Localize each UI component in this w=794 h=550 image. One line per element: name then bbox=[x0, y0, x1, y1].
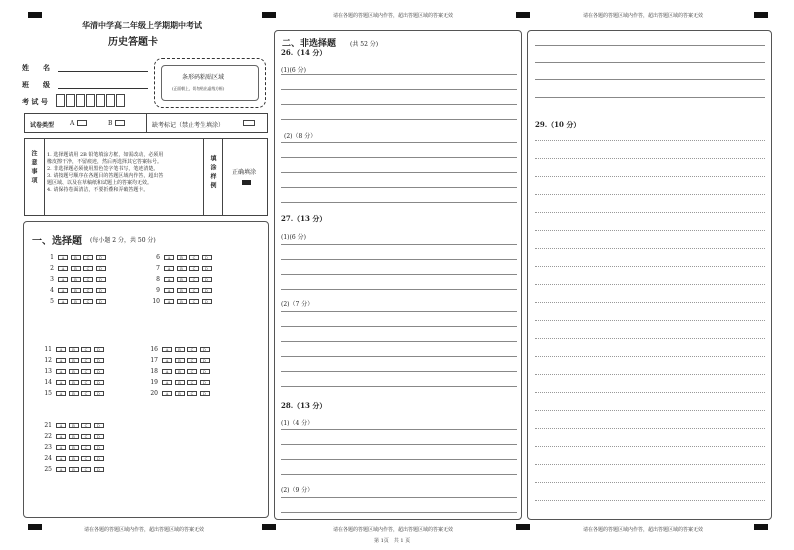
answer-line[interactable] bbox=[281, 244, 517, 245]
answer-line[interactable] bbox=[281, 187, 517, 188]
mcq-question-number: 12 bbox=[44, 357, 52, 364]
mcq-option-box[interactable]: C bbox=[81, 347, 91, 352]
mcq-question-number: 22 bbox=[44, 433, 52, 440]
answer-line[interactable] bbox=[535, 446, 765, 447]
mcq-option-box[interactable]: B bbox=[175, 347, 185, 352]
mcq-question-row bbox=[38, 357, 106, 364]
nonmcq-subtitle: (共 52 分) bbox=[350, 41, 379, 48]
mcq-option-box[interactable]: A bbox=[56, 358, 66, 363]
registration-mark bbox=[28, 12, 42, 18]
mcq-option-box[interactable]: D bbox=[200, 391, 210, 396]
mcq-option-box[interactable]: A bbox=[164, 288, 174, 293]
answer-line[interactable] bbox=[281, 497, 517, 498]
mcq-option-box[interactable]: B bbox=[69, 467, 79, 472]
mcq-question-number: 5 bbox=[50, 298, 54, 305]
mcq-option-box[interactable]: B bbox=[175, 358, 185, 363]
q28-part2-label: (2)（9 分） bbox=[281, 487, 314, 494]
mcq-title: 一、选择题 bbox=[32, 236, 82, 247]
mcq-option-box[interactable]: C bbox=[189, 255, 199, 260]
answer-line[interactable] bbox=[281, 474, 517, 475]
mcq-option-box[interactable]: D bbox=[94, 423, 104, 428]
exam-title: 华清中学高二年级上学期期中考试 bbox=[82, 20, 202, 30]
mcq-option-box[interactable]: A bbox=[164, 277, 174, 282]
mcq-option-box[interactable]: D bbox=[94, 358, 104, 363]
answer-line[interactable] bbox=[281, 371, 517, 372]
answer-line[interactable] bbox=[535, 194, 765, 195]
mcq-option-box[interactable]: C bbox=[189, 299, 199, 304]
mcq-question-row bbox=[38, 455, 106, 462]
mcq-question-number: 7 bbox=[156, 265, 160, 272]
mcq-option-box[interactable]: C bbox=[81, 358, 91, 363]
mcq-option-box[interactable]: D bbox=[96, 255, 106, 260]
barcode-title: 条形码粘贴区域 bbox=[182, 74, 225, 81]
notice-line: 题区域、以及在草稿纸和试题上的答案均无效。 bbox=[47, 180, 153, 186]
mcq-option-box[interactable]: A bbox=[58, 288, 68, 293]
mcq-option-box[interactable]: B bbox=[175, 380, 185, 385]
mcq-option-box[interactable]: D bbox=[94, 391, 104, 396]
mcq-question-row bbox=[146, 287, 214, 294]
answer-line[interactable] bbox=[535, 500, 765, 501]
mcq-question-row bbox=[38, 433, 106, 440]
fill-divider-left bbox=[203, 138, 204, 216]
fill-sample-mark bbox=[242, 180, 251, 185]
registration-mark bbox=[262, 524, 276, 530]
mcq-option-box[interactable]: A bbox=[58, 266, 68, 271]
answer-line[interactable] bbox=[535, 45, 765, 46]
mcq-question-number: 14 bbox=[44, 379, 52, 386]
answer-line[interactable] bbox=[281, 172, 517, 173]
answer-line[interactable] bbox=[535, 464, 765, 465]
notice-line: 3. 请按题号顺序在各题目的答题区域内作答，超出答 bbox=[47, 173, 164, 179]
mcq-option-box[interactable]: B bbox=[69, 369, 79, 374]
mcq-question-number: 4 bbox=[50, 287, 54, 294]
answer-line[interactable] bbox=[281, 326, 517, 327]
mcq-option-box[interactable]: A bbox=[56, 434, 66, 439]
mcq-option-box[interactable]: A bbox=[58, 299, 68, 304]
mcq-option-box[interactable]: A bbox=[162, 391, 172, 396]
answer-line[interactable] bbox=[535, 62, 765, 63]
margin-notice-bottom-left: 请在各题的答题区域内作答，超出答题区域的答案无效 bbox=[84, 527, 205, 533]
mcq-option-box[interactable]: C bbox=[83, 288, 93, 293]
mcq-question-number: 3 bbox=[50, 276, 54, 283]
mcq-option-box[interactable]: C bbox=[83, 255, 93, 260]
mcq-option-box[interactable]: D bbox=[94, 369, 104, 374]
mcq-subtitle: (每小题 2 分，共 50 分) bbox=[90, 237, 156, 244]
mcq-option-box[interactable]: C bbox=[81, 369, 91, 374]
mcq-option-box[interactable]: B bbox=[71, 288, 81, 293]
mcq-option-box[interactable]: B bbox=[69, 358, 79, 363]
mcq-option-box[interactable]: D bbox=[202, 299, 212, 304]
mcq-question-row bbox=[144, 390, 212, 397]
mcq-option-box[interactable]: B bbox=[69, 391, 79, 396]
mcq-option-box[interactable]: C bbox=[189, 277, 199, 282]
card-title: 历史答题卡 bbox=[108, 37, 158, 48]
mcq-option-box[interactable]: D bbox=[200, 358, 210, 363]
mcq-option-box[interactable]: B bbox=[177, 266, 187, 271]
notice-title-divider bbox=[44, 138, 45, 216]
answer-line[interactable] bbox=[281, 74, 517, 75]
mcq-question-number: 9 bbox=[156, 287, 160, 294]
absent-label: 缺考标记（禁止考生填涂） bbox=[152, 122, 225, 129]
registration-mark bbox=[754, 12, 768, 18]
mcq-option-box[interactable]: A bbox=[58, 277, 68, 282]
answer-line[interactable] bbox=[535, 302, 765, 303]
page-number: 第 1页 共 1 页 bbox=[374, 538, 411, 544]
mcq-question-row bbox=[38, 466, 106, 473]
answer-line[interactable] bbox=[281, 89, 517, 90]
answer-line[interactable] bbox=[281, 142, 517, 143]
mcq-option-box[interactable]: B bbox=[69, 456, 79, 461]
mcq-question-row bbox=[40, 276, 108, 283]
barcode-hint: (正面朝上，切勿贴出虚线方框) bbox=[172, 86, 225, 91]
answer-line[interactable] bbox=[281, 429, 517, 430]
mcq-option-box[interactable]: A bbox=[56, 391, 66, 396]
mcq-option-box[interactable]: D bbox=[202, 266, 212, 271]
answer-line[interactable] bbox=[535, 158, 765, 159]
q27-part2-label: (2)（7 分） bbox=[281, 301, 314, 308]
mcq-question-row bbox=[38, 346, 106, 353]
mcq-option-box[interactable]: D bbox=[96, 288, 106, 293]
answer-line[interactable] bbox=[535, 176, 765, 177]
mcq-option-box[interactable]: B bbox=[71, 255, 81, 260]
mcq-question-number: 18 bbox=[150, 368, 158, 375]
answer-line[interactable] bbox=[535, 230, 765, 231]
mcq-option-box[interactable]: B bbox=[71, 299, 81, 304]
mcq-option-box[interactable]: B bbox=[69, 445, 79, 450]
answer-line[interactable] bbox=[281, 386, 517, 387]
mcq-option-box[interactable]: A bbox=[162, 358, 172, 363]
mcq-option-box[interactable]: D bbox=[94, 445, 104, 450]
mcq-question-number: 10 bbox=[152, 298, 160, 305]
mcq-option-box[interactable]: D bbox=[94, 347, 104, 352]
mcq-question-row bbox=[144, 379, 212, 386]
mcq-option-box[interactable]: D bbox=[200, 369, 210, 374]
q29-label: 29.（10 分） bbox=[535, 120, 581, 129]
mcq-option-box[interactable]: B bbox=[71, 277, 81, 282]
mcq-option-box[interactable]: B bbox=[177, 255, 187, 260]
registration-mark bbox=[262, 12, 276, 18]
mcq-question-number: 25 bbox=[44, 466, 52, 473]
mcq-option-box[interactable]: A bbox=[56, 423, 66, 428]
mcq-option-box[interactable]: C bbox=[81, 456, 91, 461]
registration-mark bbox=[516, 12, 530, 18]
mcq-question-number: 13 bbox=[44, 368, 52, 375]
name-field[interactable] bbox=[58, 71, 148, 72]
answer-line[interactable] bbox=[535, 284, 765, 285]
answer-line[interactable] bbox=[281, 341, 517, 342]
answer-line[interactable] bbox=[281, 289, 517, 290]
mcq-question-row bbox=[146, 276, 214, 283]
mcq-option-box[interactable]: D bbox=[202, 255, 212, 260]
answer-line[interactable] bbox=[535, 248, 765, 249]
answer-line[interactable] bbox=[535, 482, 765, 483]
notice-line: 2. 非选择题必须使用黑色签字笔书写，笔迹清楚。 bbox=[47, 166, 159, 172]
answer-line[interactable] bbox=[535, 266, 765, 267]
answer-line[interactable] bbox=[535, 410, 765, 411]
mcq-option-box[interactable]: A bbox=[164, 299, 174, 304]
paper-type-a-label: A bbox=[70, 120, 75, 127]
mcq-question-number: 2 bbox=[50, 265, 54, 272]
mcq-question-row bbox=[146, 298, 214, 305]
nonmcq-title: 二、非选择题 bbox=[282, 39, 337, 49]
notice-title: 注意事项 bbox=[30, 150, 37, 186]
mcq-question-row bbox=[144, 346, 212, 353]
margin-notice-top-right: 请在各题的答题区域内作答，超出答题区域的答案无效 bbox=[583, 13, 704, 19]
class-label: 班 级 bbox=[22, 80, 50, 89]
margin-notice-top-center: 请在各题的答题区域内作答，超出答题区域的答案无效 bbox=[333, 13, 454, 19]
mcq-question-row bbox=[144, 357, 212, 364]
exam-no-boxes[interactable] bbox=[56, 94, 126, 107]
mcq-option-box[interactable]: A bbox=[164, 266, 174, 271]
mcq-option-box[interactable]: B bbox=[177, 288, 187, 293]
mcq-option-box[interactable]: D bbox=[200, 380, 210, 385]
mcq-option-box[interactable]: A bbox=[56, 467, 66, 472]
mcq-option-box[interactable]: C bbox=[187, 347, 197, 352]
mcq-question-number: 16 bbox=[150, 346, 158, 353]
mcq-question-number: 19 bbox=[150, 379, 158, 386]
mcq-question-row bbox=[40, 254, 108, 261]
answer-line[interactable] bbox=[535, 320, 765, 321]
absent-box[interactable] bbox=[243, 120, 255, 126]
mcq-option-box[interactable]: C bbox=[187, 391, 197, 396]
answer-line[interactable] bbox=[535, 97, 765, 98]
paper-type-a-box[interactable] bbox=[77, 120, 87, 126]
mcq-question-row bbox=[146, 265, 214, 272]
mcq-option-box[interactable]: A bbox=[56, 380, 66, 385]
q27-label: 27.（13 分） bbox=[281, 214, 327, 223]
mcq-option-box[interactable]: D bbox=[94, 380, 104, 385]
mcq-option-box[interactable]: C bbox=[83, 266, 93, 271]
mcq-option-box[interactable]: B bbox=[69, 380, 79, 385]
mcq-option-box[interactable]: D bbox=[202, 288, 212, 293]
mcq-option-box[interactable]: B bbox=[69, 347, 79, 352]
q26-part2-label: (2)（8 分） bbox=[284, 133, 317, 140]
mcq-option-box[interactable]: C bbox=[189, 288, 199, 293]
mcq-question-row bbox=[146, 254, 214, 261]
mcq-question-row bbox=[40, 265, 108, 272]
answer-line[interactable] bbox=[535, 140, 765, 141]
q26-label: 26.（14 分） bbox=[281, 48, 327, 57]
answer-line[interactable] bbox=[281, 119, 517, 120]
mcq-option-box[interactable]: A bbox=[164, 255, 174, 260]
registration-mark bbox=[28, 524, 42, 530]
mcq-question-number: 8 bbox=[156, 276, 160, 283]
exam-no-label: 考 试 号 bbox=[22, 97, 48, 106]
answer-line[interactable] bbox=[281, 356, 517, 357]
mcq-option-box[interactable]: D bbox=[94, 467, 104, 472]
mcq-option-box[interactable]: B bbox=[175, 391, 185, 396]
mcq-question-number: 1 bbox=[50, 254, 54, 261]
q28-part1-label: (1)（4 分） bbox=[281, 420, 314, 427]
mcq-option-box[interactable]: C bbox=[187, 358, 197, 363]
mcq-option-box[interactable]: D bbox=[94, 434, 104, 439]
mcq-option-box[interactable]: C bbox=[187, 369, 197, 374]
registration-mark bbox=[754, 524, 768, 530]
mcq-question-row bbox=[144, 368, 212, 375]
mcq-option-box[interactable]: A bbox=[162, 369, 172, 374]
q28-label: 28.（13 分） bbox=[281, 401, 327, 410]
mcq-option-box[interactable]: C bbox=[83, 277, 93, 282]
mcq-option-box[interactable]: B bbox=[69, 423, 79, 428]
q26-part1-label: (1)(6 分) bbox=[281, 67, 306, 74]
mcq-option-box[interactable]: C bbox=[81, 467, 91, 472]
mcq-option-box[interactable]: A bbox=[56, 445, 66, 450]
mcq-question-number: 23 bbox=[44, 444, 52, 451]
mcq-option-box[interactable]: B bbox=[177, 299, 187, 304]
barcode-area-inner bbox=[161, 65, 259, 101]
answer-line[interactable] bbox=[535, 212, 765, 213]
mcq-option-box[interactable]: B bbox=[177, 277, 187, 282]
mcq-option-box[interactable]: B bbox=[71, 266, 81, 271]
class-field[interactable] bbox=[58, 88, 148, 89]
answer-line[interactable] bbox=[535, 79, 765, 80]
mcq-question-row bbox=[38, 379, 106, 386]
mcq-option-box[interactable]: A bbox=[56, 456, 66, 461]
paper-type-label: 试卷类型 bbox=[30, 122, 55, 129]
notice-text bbox=[47, 152, 163, 194]
mcq-option-box[interactable]: C bbox=[81, 380, 91, 385]
mcq-option-box[interactable]: D bbox=[96, 299, 106, 304]
mcq-question-number: 6 bbox=[156, 254, 160, 261]
mcq-option-box[interactable]: A bbox=[162, 380, 172, 385]
mcq-question-number: 20 bbox=[150, 390, 158, 397]
mcq-option-box[interactable]: C bbox=[83, 299, 93, 304]
notice-line: 4. 请保持卷面清洁，不要折叠和弄破答题卡。 bbox=[47, 187, 149, 193]
mcq-option-box[interactable]: C bbox=[189, 266, 199, 271]
answer-line[interactable] bbox=[281, 202, 517, 203]
mcq-option-box[interactable]: D bbox=[202, 277, 212, 282]
fill-correct-label: 正确填涂 bbox=[232, 169, 257, 176]
name-label: 姓 名 bbox=[22, 63, 50, 72]
mcq-option-box[interactable]: A bbox=[162, 347, 172, 352]
mcq-question-number: 24 bbox=[44, 455, 52, 462]
mcq-option-box[interactable]: D bbox=[96, 266, 106, 271]
margin-notice-bottom-center: 请在各题的答题区域内作答，超出答题区域的答案无效 bbox=[333, 527, 454, 533]
answer-line[interactable] bbox=[281, 274, 517, 275]
registration-mark bbox=[516, 524, 530, 530]
mcq-option-box[interactable]: B bbox=[175, 369, 185, 374]
mcq-question-number: 21 bbox=[44, 422, 52, 429]
mcq-option-box[interactable]: C bbox=[81, 391, 91, 396]
mcq-question-row bbox=[38, 390, 106, 397]
mcq-question-row bbox=[38, 444, 106, 451]
mcq-option-box[interactable]: A bbox=[56, 369, 66, 374]
mcq-option-box[interactable]: A bbox=[58, 255, 68, 260]
mcq-question-row bbox=[40, 298, 108, 305]
answer-line[interactable] bbox=[535, 374, 765, 375]
answer-line[interactable] bbox=[281, 311, 517, 312]
mcq-option-box[interactable]: C bbox=[81, 445, 91, 450]
mcq-question-row bbox=[38, 368, 106, 375]
mcq-question-row bbox=[40, 287, 108, 294]
mcq-option-box[interactable]: C bbox=[187, 380, 197, 385]
paper-type-b-label: B bbox=[108, 120, 113, 127]
answer-line[interactable] bbox=[535, 392, 765, 393]
mcq-option-box[interactable]: A bbox=[56, 347, 66, 352]
mcq-option-box[interactable]: B bbox=[69, 434, 79, 439]
answer-line[interactable] bbox=[535, 356, 765, 357]
mcq-question-number: 17 bbox=[150, 357, 158, 364]
answer-line[interactable] bbox=[281, 459, 517, 460]
answer-line[interactable] bbox=[281, 512, 517, 513]
mcq-question-row bbox=[38, 422, 106, 429]
mcq-option-box[interactable]: C bbox=[81, 423, 91, 428]
mcq-question-number: 11 bbox=[44, 346, 52, 353]
answer-line[interactable] bbox=[281, 444, 517, 445]
mcq-option-box[interactable]: C bbox=[81, 434, 91, 439]
paper-type-divider bbox=[146, 113, 147, 133]
answer-line[interactable] bbox=[281, 259, 517, 260]
mcq-option-box[interactable]: D bbox=[200, 347, 210, 352]
q27-part1-label: (1)(6 分) bbox=[281, 234, 306, 241]
fill-divider-right bbox=[222, 138, 223, 216]
answer-line[interactable] bbox=[281, 157, 517, 158]
paper-type-b-box[interactable] bbox=[115, 120, 125, 126]
notice-line: 橡皮擦干净，不留痕迹，然后再选择其它答案标号。 bbox=[47, 159, 163, 165]
margin-notice-bottom-right: 请在各题的答题区域内作答，超出答题区域的答案无效 bbox=[583, 527, 704, 533]
notice-line: 1. 选择题请用 2B 铅笔填涂方框，如需改动，必须用 bbox=[47, 152, 164, 158]
answer-line[interactable] bbox=[281, 104, 517, 105]
mcq-option-box[interactable]: D bbox=[94, 456, 104, 461]
mcq-option-box[interactable]: D bbox=[96, 277, 106, 282]
fill-sample-title: 填涂样例 bbox=[209, 155, 216, 191]
answer-line[interactable] bbox=[535, 428, 765, 429]
mcq-question-number: 15 bbox=[44, 390, 52, 397]
answer-line[interactable] bbox=[535, 338, 765, 339]
